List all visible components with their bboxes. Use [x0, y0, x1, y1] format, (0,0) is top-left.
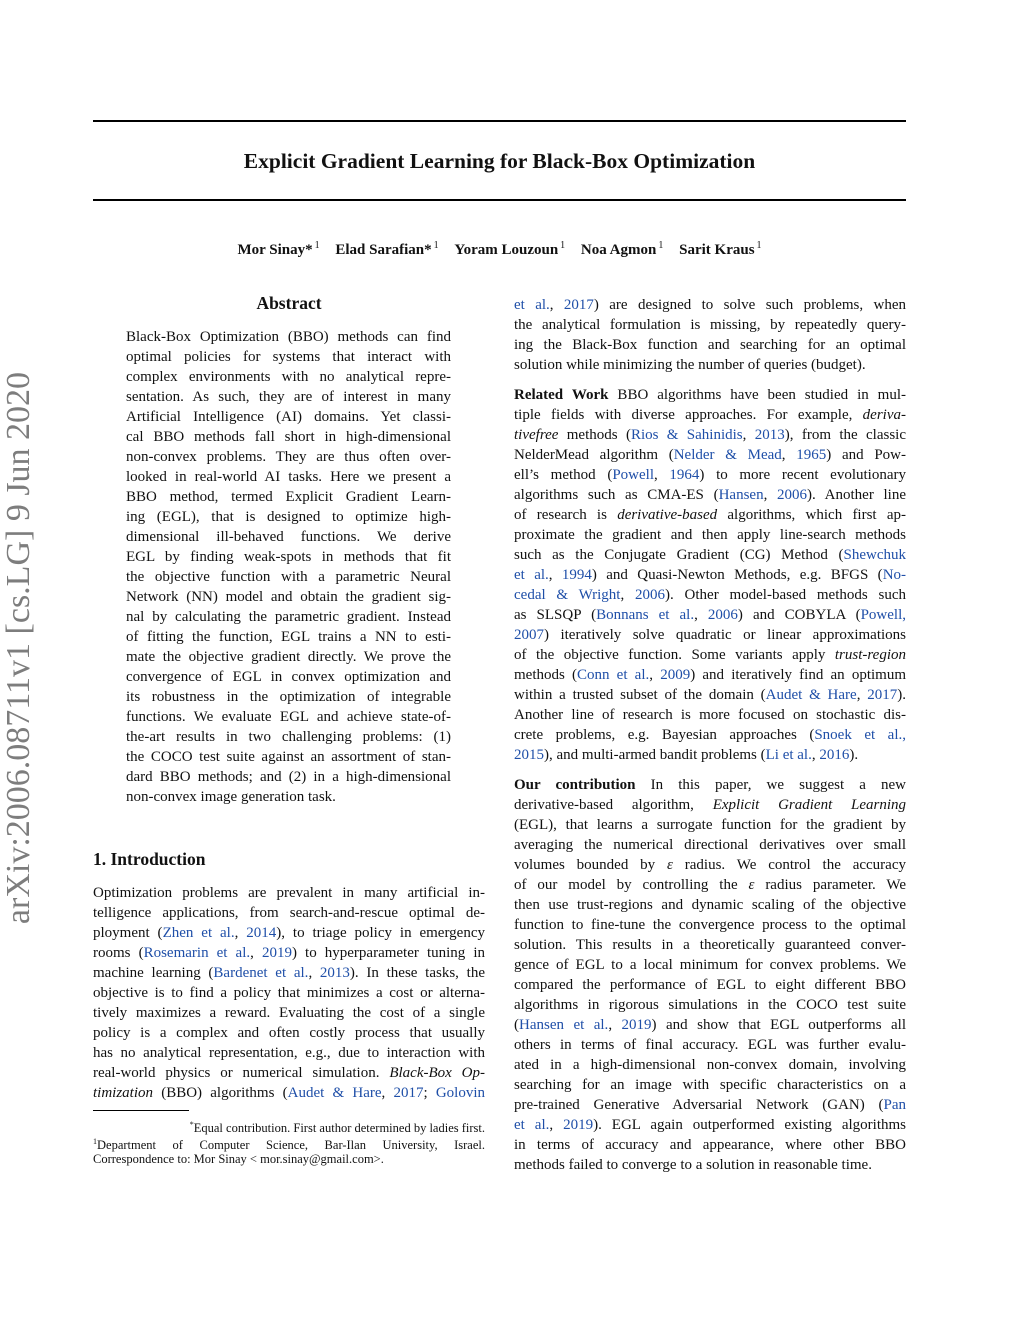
citation-link[interactable]: 2006 [635, 587, 666, 603]
abstract-line: functions. We evaluate EGL and achieve state-of- [126, 709, 451, 725]
text-line: Another line of research is more focused on stochastic dis- [514, 707, 906, 723]
author-list [93, 236, 906, 260]
footnote-correspondence: Correspondence to: Mor Sinay < mor.sinay@gmail.com>. [93, 1152, 384, 1166]
text-line: (Hansen et al., 2019) and show that EGL outperforms all [514, 1017, 907, 1033]
citation-link[interactable]: 2013 [754, 427, 785, 443]
text-line: then use trust-regions and dynamic scaling of the objective [514, 897, 906, 913]
author-name: Mor Sinay* [237, 242, 313, 258]
citation-link[interactable]: Powell, [860, 607, 906, 623]
abstract-line: looked in real-world AI tasks. Here we present a [126, 469, 451, 485]
citation-link[interactable]: Golovin [435, 1085, 485, 1101]
arxiv-stamp-text: arXiv:2006.08711v1 [cs.LG] 9 Jun 2020 [0, 371, 37, 925]
text-line: solution. This results in a theoretically guaranteed conver- [514, 937, 906, 953]
citation-link[interactable]: 2006 [777, 487, 808, 503]
abstract-heading: Abstract [256, 293, 322, 313]
text-line: has no analytical representation, e.g., due to interaction with [93, 1045, 485, 1061]
text-line: Optimization problems are prevalent in many artificial in- [93, 885, 485, 901]
citation-link[interactable]: 2009 [660, 667, 691, 683]
text-line: NelderMead algorithm (Nelder & Mead, 1965) and Pow- [514, 447, 907, 463]
abstract-line: Artificial Intelligence (AI) domains. Yet classi- [126, 409, 451, 425]
abstract-line: dimensional ill-behaved functions. We derive [126, 529, 451, 545]
text-line: methods (Conn et al., 2009) and iteratively find an optimum [514, 667, 907, 683]
footnote-equal-contribution: *Equal contribution. First author determined by ladies first. [189, 1120, 485, 1136]
abstract-line: the COCO test suite against an assortment of stan- [126, 749, 451, 765]
text-line: solution while minimizing the number of queries (budget). [514, 357, 866, 373]
citation-link[interactable]: 2017 [867, 687, 898, 703]
text-line: such as the Conjugate Gradient (CG) Method (Shewchuk [514, 547, 906, 563]
text-line: rooms (Rosemarin et al., 2019) to hyperparameter tuning in [93, 945, 486, 961]
citation-link[interactable]: 1994 [561, 567, 592, 583]
author-affiliation-mark: 1 [314, 240, 320, 251]
abstract-line: sentation. As such, they are of interest in many [126, 389, 451, 405]
text-line: algorithms such as CMA-ES (Hansen, 2006). Another line [514, 487, 906, 503]
text-line: within a trusted subset of the domain (Audet & Hare, 2017). [514, 687, 906, 703]
text-line: tiple fields with diverse approaches. For example, deriva- [514, 407, 906, 423]
citation-link[interactable]: Shewchuk [843, 547, 906, 563]
text-line: ell’s method (Powell, 1964) to more recent evolutionary [514, 467, 906, 483]
text-line: et al., 2019). EGL again outperformed existing algorithms [514, 1117, 907, 1133]
author-name: Elad Sarafian* [335, 242, 432, 258]
citation-link[interactable]: Pan [883, 1097, 906, 1113]
citation-link[interactable]: Bardenet et al. [213, 965, 309, 981]
citation-link[interactable]: 2007 [514, 627, 544, 643]
text-line: tivefree methods (Rios & Sahinidis, 2013), from the classic [514, 427, 906, 443]
citation-link[interactable]: 2019 [563, 1117, 594, 1133]
abstract-line: optimal policies for systems that interact with [126, 349, 451, 365]
abstract-line: Network (NN) model and obtain the gradient sig- [126, 589, 451, 605]
text-line: et al., 2017) are designed to solve such problems, when [514, 297, 906, 313]
text-line: derivative-based algorithm, Explicit Gradient Learning [514, 797, 906, 813]
abstract-line: the-art results in two challenging problems: (1) [126, 729, 451, 745]
text-line: compared the performance of EGL to eight different BBO [514, 977, 906, 993]
abstract-line: dard BBO methods; and (2) in a high-dimensional [126, 769, 451, 785]
text-line: others in terms of final accuracy. EGL was further evalu- [514, 1037, 906, 1053]
author [237, 242, 319, 258]
text-line: telligence applications, from search-and-rescue optimal de- [93, 905, 485, 921]
footnote-rule [93, 1110, 189, 1111]
citation-link[interactable]: Conn et al. [577, 667, 650, 683]
abstract-line: non-convex image generation task. [126, 789, 336, 805]
citation-link[interactable]: et al. [514, 297, 550, 313]
title-top-rule [93, 120, 906, 122]
citation-link[interactable]: Li et al. [765, 747, 812, 763]
citation-link[interactable]: 2019 [621, 1017, 652, 1033]
abstract-line: mate the objective gradient directly. We prove the [126, 649, 451, 665]
text-line: tively maximizes a reward. Evaluating the cost of a single [93, 1005, 485, 1021]
text-line: crete problems, e.g. Bayesian approaches (Snoek et al., [514, 727, 907, 743]
citation-link[interactable]: 2015 [514, 747, 544, 763]
citation-link[interactable]: Hansen et al. [519, 1017, 609, 1033]
paper-title: Explicit Gradient Learning for Black-Box Optimization [243, 149, 756, 173]
text-line: gence of EGL to a local minimum for convex problems. We [514, 957, 906, 973]
citation-link[interactable]: 2017 [563, 297, 594, 313]
citation-link[interactable]: No- [882, 567, 907, 583]
abstract-line: Black-Box Optimization (BBO) methods can find [126, 329, 451, 345]
author-affiliation-mark: 1 [433, 240, 439, 251]
citation-link[interactable]: 1965 [796, 447, 827, 463]
citation-link[interactable]: 1964 [669, 467, 700, 483]
text-line: machine learning (Bardenet et al., 2013). In these tasks, the [93, 965, 485, 981]
citation-link[interactable]: 2014 [246, 925, 277, 941]
abstract-line: convergence of EGL in convex optimization and [126, 669, 451, 685]
citation-link[interactable]: Audet & Hare [287, 1085, 382, 1101]
title-bottom-rule [93, 199, 906, 201]
text-line: Related Work BBO algorithms have been studied in mul- [514, 387, 906, 403]
text-line: as SLSQP (Bonnans et al., 2006) and COBYLA (Powell, [514, 607, 906, 623]
author-name: Sarit Kraus [679, 242, 755, 258]
citation-link[interactable]: 2016 [819, 747, 850, 763]
abstract-line: nal by calculating the parametric gradient. Instead [126, 609, 451, 625]
author [679, 242, 761, 258]
text-line: of research is derivative-based algorithms, which first ap- [514, 507, 906, 523]
text-line: ployment (Zhen et al., 2014), to triage policy in emergency [93, 925, 485, 941]
text-line: searching for an image with specific characteristics on a [514, 1077, 906, 1093]
citation-link[interactable]: Powell [612, 467, 654, 483]
related-work-heading: Related Work [514, 387, 609, 403]
author-name: Yoram Louzoun [454, 242, 559, 258]
citation-link[interactable]: Audet & Hare [765, 687, 857, 703]
citation-link[interactable]: et al. [514, 1117, 550, 1133]
citation-link[interactable]: 2006 [707, 607, 738, 623]
citation-link[interactable]: 2019 [261, 945, 292, 961]
footnote-affiliation: $^1$Department of Computer Science, Bar-Ilan University, Israel. [93, 1137, 485, 1153]
citation-link[interactable]: Snoek et al., [814, 727, 907, 743]
author [581, 242, 663, 258]
author-affiliation-mark: 1 [560, 240, 566, 251]
text-line: methods failed to converge to a solution in reasonable time. [514, 1157, 872, 1173]
text-line: of our model by controlling the ε radius parameter. We [514, 877, 906, 893]
text-line: timization (BBO) algorithms (Audet & Hare, 2017; Golovin [93, 1085, 485, 1101]
text-line: objective is to find a policy that minimizes a cost or alterna- [93, 985, 485, 1001]
author [454, 242, 565, 258]
text-line: et al., 1994) and Quasi-Newton Methods, e.g. BFGS (No- [514, 567, 907, 583]
text-line: algorithms in rigorous simulations in the COCO test suite [514, 997, 906, 1013]
introduction-heading: 1. Introduction [93, 849, 206, 869]
author-affiliation-mark: 1 [756, 240, 762, 251]
abstract-line: of fitting the function, EGL trains a NN to esti- [126, 629, 451, 645]
author-affiliation-mark: 1 [658, 240, 664, 251]
text-line: ated in a high-dimensional non-convex domain, involving [514, 1057, 906, 1073]
our-contribution-heading: Our contribution [514, 777, 636, 793]
citation-link[interactable]: cedal & Wright [514, 587, 621, 603]
abstract-line: ing (EGL), that is designed to optimize high- [126, 509, 451, 525]
text-line: real-world physics or numerical simulation. Black-Box Op- [93, 1065, 485, 1081]
text-line: volumes bounded by ε radius. We control the accuracy [514, 857, 906, 873]
citation-link[interactable]: 2017 [393, 1085, 424, 1101]
text-line: proximate the gradient and then apply line-search methods [514, 527, 906, 543]
abstract-line: EGL by finding weak-spots in methods that fit [126, 549, 451, 565]
author [335, 242, 438, 258]
text-line: cedal & Wright, 2006). Other model-based methods such [514, 587, 906, 603]
abstract-line: non-convex problems. They are thus often over- [126, 449, 451, 465]
abstract-line: cal BBO methods fall short in high-dimensional [126, 429, 451, 445]
citation-link[interactable]: Rios & Sahinidis [630, 427, 743, 443]
text-line: in terms of accuracy and appearance, where other BBO [514, 1137, 906, 1153]
citation-link[interactable]: Bonnans et al. [596, 607, 695, 623]
text-line: the analytical formulation is missing, by repeatedly query- [514, 317, 906, 333]
text-line: Our contribution In this paper, we suggest a new [514, 777, 907, 793]
text-line: of the objective function. Some variants apply trust-region [514, 647, 906, 663]
abstract-line: BBO method, termed Explicit Gradient Learn- [126, 489, 451, 505]
text-line: 2015), and multi-armed bandit problems (Li et al., 2016). [514, 747, 859, 763]
citation-link[interactable]: 2013 [319, 965, 350, 981]
text-line: (EGL), that learns a surrogate function for the gradient by [514, 817, 906, 833]
text-line: 2007) iteratively solve quadratic or linear approximations [514, 627, 906, 643]
text-line: function to fine-tune the convergence process to the optimal [514, 917, 906, 933]
citation-link[interactable]: Zhen et al. [162, 925, 235, 941]
abstract-line: its robustness in the optimization of integrable [126, 689, 451, 705]
citation-link[interactable]: Nelder & Mead [673, 447, 782, 463]
citation-link[interactable]: Hansen [718, 487, 764, 503]
author-name: Noa Agmon [580, 242, 657, 258]
citation-link[interactable]: et al. [514, 567, 549, 583]
abstract-line: the objective function with a parametric Neural [126, 569, 451, 585]
abstract-line: complex environments with no analytical repre- [126, 369, 451, 385]
citation-link[interactable]: Rosemarin et al. [143, 945, 251, 961]
text-line: ing the Black-Box function and searching for an optimal [514, 337, 906, 353]
text-line: averaging the numerical directional derivatives over small [514, 837, 906, 853]
text-line: pre-trained Generative Adversarial Network (GAN) (Pan [514, 1097, 906, 1113]
text-line: policy is a complex and often costly process that usually [93, 1025, 485, 1041]
